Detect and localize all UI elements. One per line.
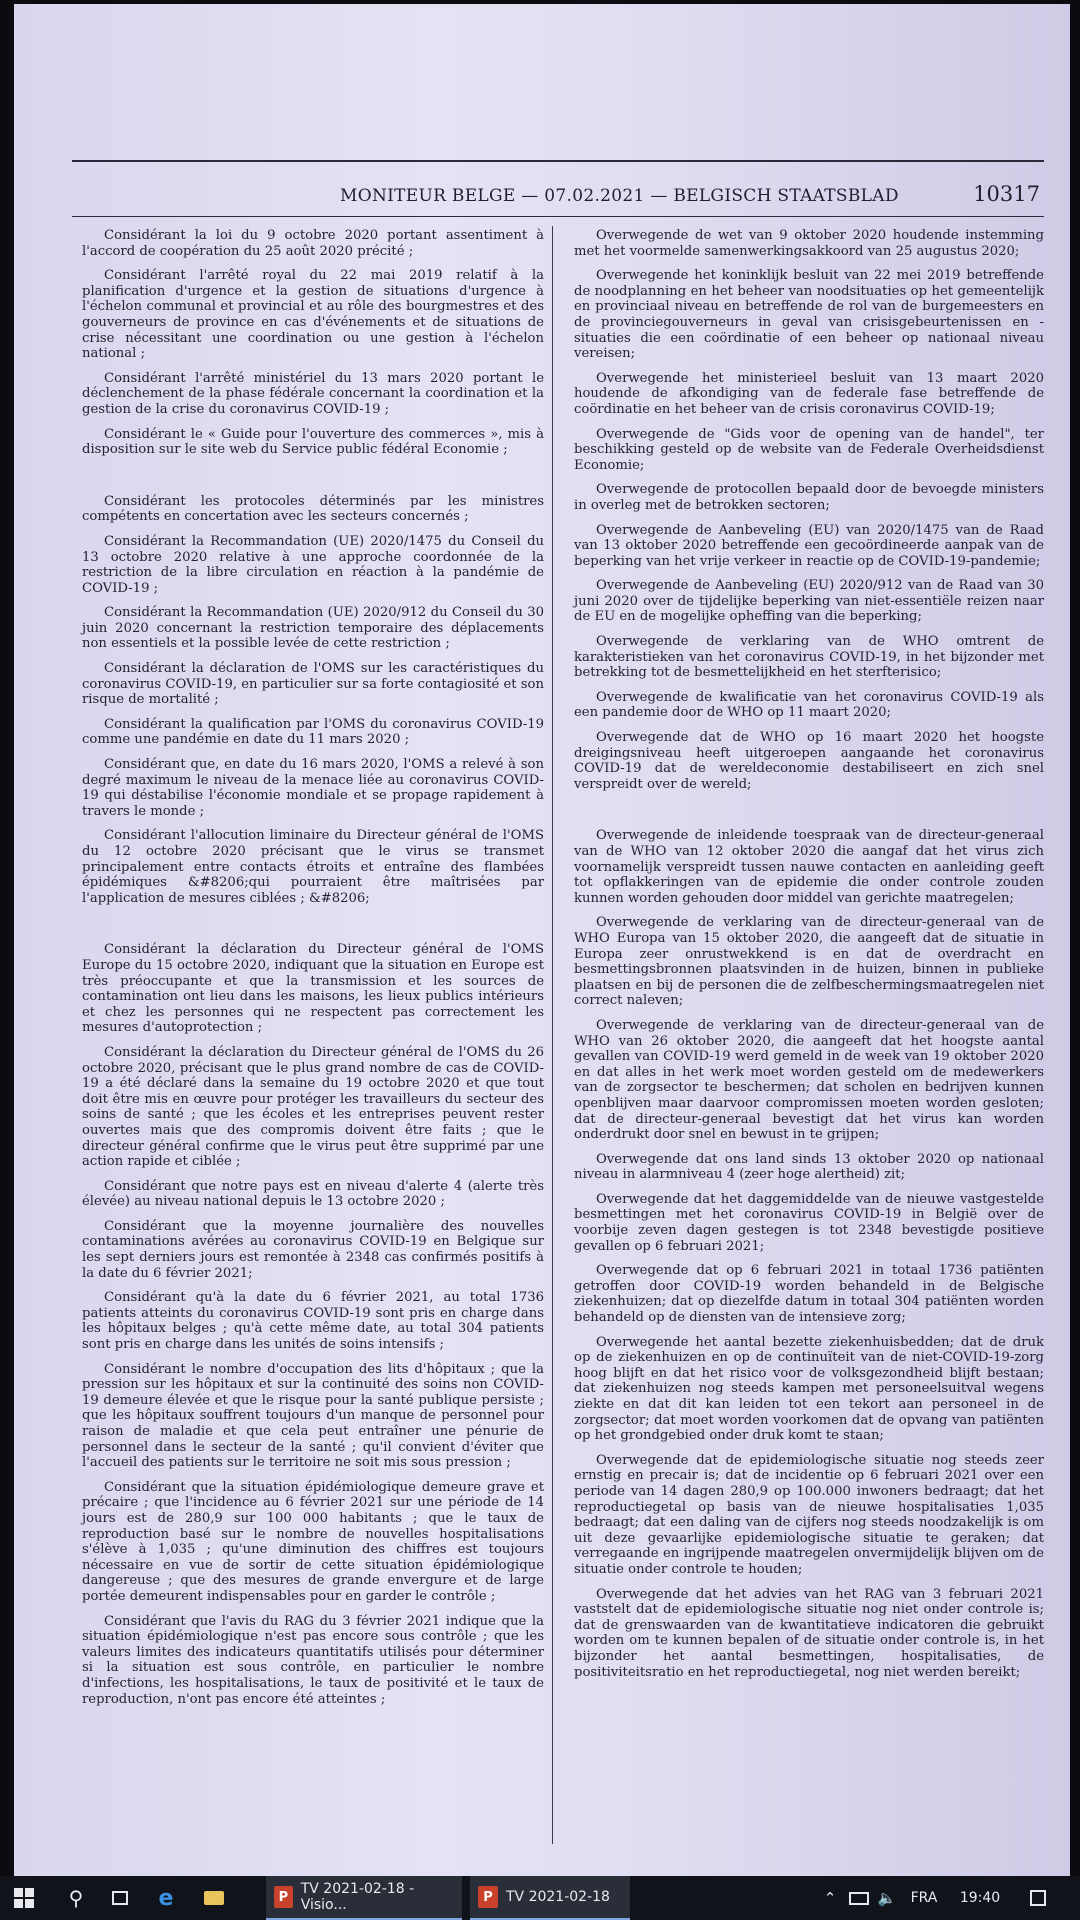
nl-paragraph: Overwegende de inleidende toespraak van de directeur-generaal van de WHO van 12 oktober 2020 die aangaf dat het virus zich voornamelijk verspreidt tussen nauwe contacten en aanleiding geeft tot opflakkeringen van de epidemie die onder controle zouden kunnen worden gehouden door middel van gerichte maatregelen; [574,828,1044,906]
scanned-page [14,4,1070,1876]
nl-paragraph: Overwegende dat het advies van het RAG van 3 februari 2021 vaststelt dat de epidemiologische situatie nog niet onder controle is; dat de grenswaarden van de kwantitatieve indicatoren die gebruikt worden om te kunnen bepalen of de situatie onder controle is, in het bijzonder het aantal besmettingen, hospitalisaties, de positiviteitsratio en het reproductiegetal, nog niet werden bereikt; [574,1586,1044,1680]
task-view-button[interactable] [100,1876,140,1920]
header-title: MONITEUR BELGE — 07.02.2021 — BELGISCH STAATSBLAD [340,186,899,206]
nl-paragraph: Overwegende de verklaring van de directeur-generaal van de WHO Europa van 15 oktober 2020, die aangeeft dat de situatie in Europa zeer onrustwekkend is en dat de overdracht en besmettingsbronnen plaatsvinden in de huizen, binnen in publieke plaatsen en bij de personen die de zelfbeschermingsmaatregelen niet correct naleven; [574,915,1044,1009]
nl-paragraph: Overwegende het aantal bezette ziekenhuisbedden; dat de druk op de ziekenhuizen en op de continuïteit van de niet-COVID-19-zorg hoog blijft en dat het risico voor de volksgezondheid blijft bestaan; dat ziekenhuizen nog steeds kampen met personeelsuitval wegens ziekte en dat dit kan leiden tot een tekort aan personeel in de zorgsector; dat moet worden voorkomen dat de opvang van patiënten op het grondgebied onder druk komt te staan; [574,1334,1044,1444]
battery-icon[interactable] [846,1876,872,1920]
header-rule [72,216,1044,217]
fr-paragraph: Considérant la loi du 9 octobre 2020 portant assentiment à l'accord de coopération du 25 août 2020 précité ; [82,228,544,259]
powerpoint-icon: P [274,1886,293,1908]
volume-icon[interactable]: 🔈 [877,1889,897,1907]
fr-paragraph: Considérant que la situation épidémiologique demeure grave et précaire ; que l'incidence au 6 février 2021 sur une période de 14 jours est de 280,9 sur 100 000 habitants ; que le taux de reproduction basé sur le nombre de nouvelles hospitalisations s'élève à 1,035 ; qu'une diminution des chiffres est toujours nécessaire en vue de sortir de cette situation épidémiologique dangereuse ; que des mesures de grande envergure et de large portée demeurent indispensables pour en garder le contrôle ; [82,1479,544,1604]
fr-paragraph: Considérant les protocoles déterminés par les ministres compétents en concertation avec les secteurs concernés ; [82,493,544,525]
folder-icon [204,1891,224,1905]
chevron-up-icon[interactable]: ⌃ [823,1889,837,1907]
fr-paragraph: Considérant la déclaration du Directeur général de l'OMS du 26 octobre 2020, précisant que le plus grand nombre de cas de COVID-19 a été déclaré dans la semaine du 19 octobre 2020 et que tout doit être mis en œuvre pour protéger les travailleurs du secteur des soins de santé ; que les écoles et les entreprises peuvent rester ouvertes mais que des compromis doivent être faits ; que le directeur général confirme que le virus peut être supprimé par une action rapide et ciblée ; [82,1044,544,1170]
fr-paragraph: Considérant la déclaration de l'OMS sur les caractéristiques du coronavirus COVID-19, en particulier sur sa forte contagiosité et son risque de mortalité ; [82,661,544,708]
fr-paragraph: Considérant le nombre d'occupation des lits d'hôpitaux ; que la pression sur les hôpitaux et sur la continuité des soins non COVID-19 demeure élevée et que le risque pour la santé publique persiste ; que les hôpitaux souffrent toujours d'un manque de personnel pour raison de maladie et que cela peut entraîner une pénurie de personnel dans le secteur de la santé ; qu'il convient d'éviter que l'accueil des patients sur le territoire ne soit mis sous pression ; [82,1361,544,1471]
taskbar-app-visio[interactable] [266,1876,462,1920]
fr-paragraph: Considérant la Recommandation (UE) 2020/1475 du Conseil du 13 octobre 2020 relative à une approche coordonnée de la restriction de la libre circulation en réaction à la pandémie de COVID-19 ; [82,533,544,596]
top-rule [72,160,1044,162]
file-explorer-button[interactable] [192,1876,236,1920]
nl-paragraph: Overwegende de Aanbeveling (EU) van 2020/1475 van de Raad van 13 oktober 2020 betreffende een gecoördineerde aanpak van de beperking van het vrije verkeer in reactie op de COVID-19-pandemie; [574,522,1044,569]
column-divider [552,226,553,1844]
dutch-column [574,228,1044,1689]
nl-paragraph: Overwegende dat de WHO op 16 maart 2020 het hoogste dreigingsniveau heeft uitgeroepen aangaande het coronavirus COVID-19 dat de wereldeconomie destabiliseert en zich snel verspreidt over de wereld; [574,730,1044,792]
nl-paragraph: Overwegende de protocollen bepaald door de bevoegde ministers in overleg met de betrokken sectoren; [574,482,1044,513]
nl-paragraph: Overwegende dat de epidemiologische situatie nog steeds zeer ernstig en precair is; dat de incidentie op 6 februari 2021 over een periode van 14 dagen 280,9 op 100.000 inwoners bedraagt; dat het reproductiegetal op basis van de nieuwe hospitalisaties 1,035 bedraagt; dat een daling van de cijfers nog steeds noodzakelijk is om uit deze gevaarlijke epidemiologische situatie te geraken; dat verregaande en ingrijpende maatregelen onvermijdelijk blijven om de situatie onder controle te houden; [574,1452,1044,1577]
input-language[interactable]: FRA [910,1890,938,1906]
fr-paragraph: Considérant que l'avis du RAG du 3 février 2021 indique que la situation épidémiologique n'est pas encore sous contrôle ; que les valeurs limites des indicateurs quantitatifs utilisés pour déterminer si la situation est sous contrôle, en particulier le nombre d'infections, les hospitalisations, le taux de positivité et le taux de reproduction, n'ont pas encore été atteintes ; [82,1613,544,1707]
powerpoint-icon: P [478,1886,498,1908]
start-button[interactable] [0,1876,48,1920]
fr-paragraph: Considérant le « Guide pour l'ouverture des commerces », mis à disposition sur le site web du Service public fédéral Economie ; [82,426,544,458]
page-header [72,182,1044,216]
fr-paragraph: Considérant que notre pays est en niveau d'alerte 4 (alerte très élevée) au niveau national depuis le 13 octobre 2020 ; [82,1178,544,1210]
fr-paragraph: Considérant l'arrêté royal du 22 mai 2019 relatif à la planification d'urgence et la gestion de situations d'urgence à l'échelon communal et provincial et au rôle des bourgmestres et des gouverneurs de province en cas d'événements et de situations de crise nécessitant une coordination ou une gestion à l'échelon national ; [82,268,544,362]
nl-paragraph: Overwegende de wet van 9 oktober 2020 houdende instemming met het voormelde samenwerkingsakkoord van 25 augustus 2020; [574,228,1044,259]
edge-browser-icon[interactable]: e [158,1885,174,1911]
nl-paragraph: Overwegende dat ons land sinds 13 oktober 2020 op nationaal niveau in alarmniveau 4 (zeer hoge alertheid) zit; [574,1151,1044,1183]
clock[interactable]: 19:40 [959,1890,1001,1906]
nl-paragraph: Overwegende de verklaring van de WHO omtrent de karakteristieken van het coronavirus COVID-19, in het bijzonder met betrekking tot de besmettelijkheid en het sterfterisico; [574,634,1044,681]
taskbar-app-label: TV 2021-02-18 - Visio... [300,1881,415,1913]
fr-paragraph: Considérant que la moyenne journalière des nouvelles contaminations avérées au coronavirus COVID-19 en Belgique sur les sept derniers jours est remontée à 2348 cas confirmés positifs à la date du 6 février 2021; [82,1218,544,1281]
nl-paragraph: Overwegende de "Gids voor de opening van de handel", ter beschikking gesteld op de website van de Federale Overheidsdienst Economie; [574,426,1044,473]
fr-paragraph: Considérant la qualification par l'OMS du coronavirus COVID-19 comme une pandémie en date du 11 mars 2020 ; [82,716,544,748]
nl-paragraph: Overwegende de kwalificatie van het coronavirus COVID-19 als een pandemie door de WHO op 11 maart 2020; [574,689,1044,721]
fr-paragraph: Considérant la déclaration du Directeur général de l'OMS Europe du 15 octobre 2020, indiquant que la situation en Europe est très préoccupante et que la transmission et les sources de contamination ont lieu dans les maisons, les lieux publics intérieurs et chez les personnes qui ne respectent pas correctement les mesures d'autoprotection ; [82,942,544,1036]
fr-paragraph: Considérant l'allocution liminaire du Directeur général de l'OMS du 12 octobre 2020 précisant que le virus se transmet principalement entre contacts étroits et entraîne des flambées épidémiques &#8206;qui pourraient être maîtrisées par l'application de mesures ciblées ; &#8206; [82,828,544,906]
fr-paragraph: Considérant la Recommandation (UE) 2020/912 du Conseil du 30 juin 2020 concernant la restriction temporaire des déplacements non essentiels et la possible levée de cette restriction ; [82,605,544,652]
taskbar [0,1876,1080,1920]
nl-paragraph: Overwegende het ministerieel besluit van 13 maart 2020 houdende de afkondiging van de federale fase betreffende de coördinatie en het beheer van de crisis coronavirus COVID-19; [574,370,1044,417]
french-column [82,228,544,1716]
nl-paragraph: Overwegende de verklaring van de directeur-generaal van de WHO van 26 oktober 2020, die aangeeft dat het hoogste aantal gevallen van COVID-19 werd gemeld in de week van 19 oktober 2020 en dat alles in het werk moet worden gesteld om de medewerkers van de zorgsector te beschermen; dat scholen en bedrijven kunnen openblijven maar daarvoor compromissen moeten worden gesloten; dat de directeur-generaal bevestigt dat het virus kan worden onderdrukt door snel en bewust in te grijpen; [574,1017,1044,1143]
nl-paragraph: Overwegende het koninklijk besluit van 22 mei 2019 betreffende de noodplanning en het beheer van noodsituaties op het gemeentelijk en provinciaal niveau en betreffende de rol van de burgemeesters en de provinciegouverneurs in geval van crisisgebeurtenissen en -situaties die een coördinatie of een beheer op nationaal niveau vereisen; [574,268,1044,362]
taskbar-app-powerpoint[interactable] [470,1876,630,1920]
search-icon[interactable]: ⚲ [68,1886,84,1910]
notification-icon[interactable] [1018,1876,1058,1920]
fr-paragraph: Considérant que, en date du 16 mars 2020, l'OMS a relevé à son degré maximum le niveau de la menace liée au coronavirus COVID-19 qui déstabilise l'économie mondiale et se propage rapidement à travers le monde ; [82,757,544,819]
windows-logo-icon [14,1888,34,1908]
nl-paragraph: Overwegende dat het daggemiddelde van de nieuwe vastgestelde besmettingen met het coronavirus COVID-19 in België over de voorbije zeven dagen gestegen is tot 2348 bevestigde positieve gevallen op 6 februari 2021; [574,1191,1044,1254]
page-number: 10317 [973,182,1040,206]
fr-paragraph: Considérant l'arrêté ministériel du 13 mars 2020 portant le déclenchement de la phase fédérale concernant la coordination et la gestion de la crise du coronavirus COVID-19 ; [82,370,544,417]
nl-paragraph: Overwegende de Aanbeveling (EU) 2020/912 van de Raad van 30 juni 2020 over de tijdelijke beperking van niet-essentiële reizen naar de EU en de mogelijke opheffing van die beperking; [574,578,1044,625]
task-view-icon [112,1891,128,1905]
taskbar-app-label: TV 2021-02-18 [506,1889,610,1905]
fr-paragraph: Considérant qu'à la date du 6 février 2021, au total 1736 patients atteints du coronavirus COVID-19 sont pris en charge dans les hôpitaux belges ; qu'à cette même date, au total 304 patients sont pris en charge dans les unités de soins intensifs ; [82,1290,544,1353]
nl-paragraph: Overwegende dat op 6 februari 2021 in totaal 1736 patiënten getroffen door COVID-19 worden behandeld in de Belgische ziekenhuizen; dat op diezelfde datum in totaal 304 patiënten worden behandeld op de diensten van de intensieve zorg; [574,1263,1044,1326]
